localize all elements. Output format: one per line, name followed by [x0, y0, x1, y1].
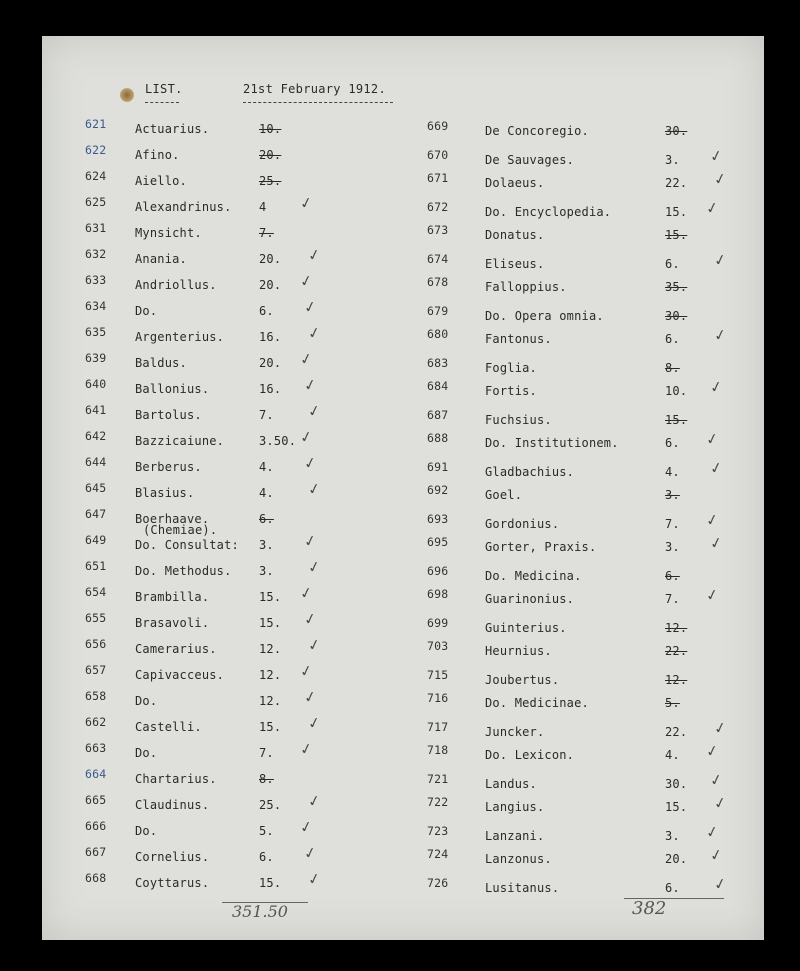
item-name: Lusitanus. [485, 881, 560, 895]
check-mark-icon: ✓ [298, 816, 315, 838]
item-name: Fuchsius. [485, 413, 552, 427]
item-name: Bartolus. [135, 408, 202, 422]
item-number: 649 [85, 533, 107, 547]
item-price: 7. [259, 226, 274, 240]
item-price: 3. [259, 538, 274, 552]
check-mark-icon: ✓ [302, 296, 319, 318]
item-name: Mynsicht. [135, 226, 202, 240]
check-mark-icon: ✓ [302, 452, 319, 474]
item-number: 674 [427, 252, 449, 266]
check-mark-icon: ✓ [306, 400, 323, 422]
item-number: 695 [427, 535, 449, 549]
item-name: De Sauvages. [485, 153, 575, 167]
check-mark-icon: ✓ [298, 426, 315, 448]
item-name: Gladbachius. [485, 465, 575, 479]
item-name: Actuarius. [135, 122, 210, 136]
item-number: 717 [427, 720, 449, 734]
list-item [42, 740, 764, 768]
item-price: 25. [259, 798, 282, 812]
check-mark-icon: ✓ [708, 844, 725, 866]
item-number: 644 [85, 455, 107, 469]
item-name: Claudinus. [135, 798, 210, 812]
check-mark-icon: ✓ [306, 322, 323, 344]
check-mark-icon: ✓ [302, 374, 319, 396]
check-mark-icon: ✓ [298, 582, 315, 604]
item-name: Falloppius. [485, 280, 567, 294]
item-price: 8. [665, 361, 680, 375]
item-price: 20. [259, 148, 282, 162]
item-number: 673 [427, 223, 449, 237]
item-price: 6. [665, 332, 680, 346]
item-number: 634 [85, 299, 107, 313]
item-price: 3. [665, 540, 680, 554]
list-item [42, 532, 764, 560]
item-price: 4. [259, 486, 274, 500]
item-price: 22. [665, 176, 688, 190]
item-number: 699 [427, 616, 449, 630]
item-price: 15. [665, 800, 688, 814]
check-mark-icon: ✓ [708, 145, 725, 167]
item-name: Joubertus. [485, 673, 560, 687]
item-name: Do. Methodus. [135, 564, 232, 578]
item-price: 20. [259, 356, 282, 370]
item-price: 7. [665, 517, 680, 531]
item-number: 691 [427, 460, 449, 474]
item-name: Blasius. [135, 486, 195, 500]
check-mark-icon: ✓ [298, 660, 315, 682]
item-price: 6. [665, 569, 680, 583]
item-number: 651 [85, 559, 107, 573]
item-price: 25. [259, 174, 282, 188]
item-number: 647 [85, 507, 107, 521]
item-number: 684 [427, 379, 449, 393]
item-number: 625 [85, 195, 107, 209]
list-item [42, 483, 764, 508]
item-number: 683 [427, 356, 449, 370]
item-number: 715 [427, 668, 449, 682]
item-number: 640 [85, 377, 107, 391]
item-name: Capivacceus. [135, 668, 225, 682]
item-price: 10. [665, 384, 688, 398]
item-name: Do. Institutionem. [485, 436, 619, 450]
item-price: 16. [259, 382, 282, 396]
list-item [42, 168, 764, 196]
item-name: Afino. [135, 148, 180, 162]
right-total: 382 [632, 898, 667, 919]
item-name: Do. [135, 304, 158, 318]
item-price: 12. [259, 694, 282, 708]
check-mark-icon: ✓ [704, 821, 721, 843]
list-item [42, 691, 764, 716]
item-number: 658 [85, 689, 107, 703]
item-number: 698 [427, 587, 449, 601]
item-price: 6. [259, 304, 274, 318]
item-price: 3. [665, 829, 680, 843]
item-number: 622 [85, 143, 107, 157]
item-price: 20. [259, 278, 282, 292]
check-mark-icon: ✓ [302, 530, 319, 552]
list-heading: LIST. [145, 82, 183, 96]
list-item [42, 584, 764, 612]
item-price: 6. [259, 512, 274, 526]
item-price: 12. [259, 668, 282, 682]
document-page [42, 36, 764, 940]
item-number: 624 [85, 169, 107, 183]
item-price: 4. [665, 748, 680, 762]
item-number: 723 [427, 824, 449, 838]
item-price: 15. [259, 616, 282, 630]
list-item [42, 119, 764, 144]
item-name: Castelli. [135, 720, 202, 734]
item-number: 639 [85, 351, 107, 365]
check-mark-icon: ✓ [298, 270, 315, 292]
item-price: 15. [259, 720, 282, 734]
item-name: Brambilla. [135, 590, 210, 604]
check-mark-icon: ✓ [302, 842, 319, 864]
check-mark-icon: ✓ [298, 738, 315, 760]
item-name: Juncker. [485, 725, 545, 739]
item-price: 15. [259, 876, 282, 890]
item-name: Dolaeus. [485, 176, 545, 190]
item-price: 8. [259, 772, 274, 786]
item-number: 724 [427, 847, 449, 861]
item-number: 669 [427, 119, 449, 133]
item-name: Gordonius. [485, 517, 560, 531]
item-price: 6. [665, 436, 680, 450]
item-name: Coyttarus. [135, 876, 210, 890]
check-mark-icon: ✓ [704, 740, 721, 762]
list-item [42, 376, 764, 404]
item-price: 5. [259, 824, 274, 838]
check-mark-icon: ✓ [712, 792, 729, 814]
item-number: 665 [85, 793, 107, 807]
item-name: Brasavoli. [135, 616, 210, 630]
item-name: Argenterius. [135, 330, 225, 344]
list-date: 21st February 1912. [243, 82, 386, 96]
item-name: Landus. [485, 777, 537, 791]
item-price: 3. [665, 488, 680, 502]
item-name: Do. Encyclopedia. [485, 205, 612, 219]
item-number: 668 [85, 871, 107, 885]
item-name: Eliseus. [485, 257, 545, 271]
item-number: 645 [85, 481, 107, 495]
check-mark-icon: ✓ [298, 348, 315, 370]
item-price: 3. [665, 153, 680, 167]
item-name: Do. Lexicon. [485, 748, 575, 762]
list-item [42, 324, 764, 352]
item-number: 726 [427, 876, 449, 890]
item-number: 662 [85, 715, 107, 729]
check-mark-icon: ✓ [306, 790, 323, 812]
item-price: 3.50. [259, 434, 297, 448]
list-item [42, 428, 764, 456]
item-number: 667 [85, 845, 107, 859]
item-name: Fantonus. [485, 332, 552, 346]
item-number: 687 [427, 408, 449, 422]
check-mark-icon: ✓ [306, 634, 323, 656]
item-name: Anania. [135, 252, 187, 266]
item-price: 12. [665, 673, 688, 687]
item-name: Gorter, Praxis. [485, 540, 597, 554]
check-mark-icon: ✓ [306, 478, 323, 500]
item-name: Chartarius. [135, 772, 217, 786]
item-name: Do. Consultat: [135, 538, 239, 552]
item-number: 631 [85, 221, 107, 235]
item-name: Langius. [485, 800, 545, 814]
item-name: Do. [135, 746, 158, 760]
item-name: Lanzani. [485, 829, 545, 843]
check-mark-icon: ✓ [306, 244, 323, 266]
check-mark-icon: ✓ [298, 192, 315, 214]
item-price: 3. [259, 564, 274, 578]
item-number: 718 [427, 743, 449, 757]
item-number: 679 [427, 304, 449, 318]
item-name: Do. [135, 824, 158, 838]
item-name: Donatus. [485, 228, 545, 242]
item-name: Foglia. [485, 361, 537, 375]
item-number: 671 [427, 171, 449, 185]
item-name: De Concoregio. [485, 124, 589, 138]
item-number: 641 [85, 403, 107, 417]
item-price: 7. [259, 746, 274, 760]
check-mark-icon: ✓ [712, 168, 729, 190]
check-mark-icon: ✓ [712, 873, 729, 895]
item-price: 4 [259, 200, 267, 214]
item-name: Guinterius. [485, 621, 567, 635]
check-mark-icon: ✓ [708, 457, 725, 479]
item-number: 716 [427, 691, 449, 705]
item-price: 30. [665, 124, 688, 138]
check-mark-icon: ✓ [302, 608, 319, 630]
item-number: 656 [85, 637, 107, 651]
item-name: Do. [135, 694, 158, 708]
item-name: Do. Medicina. [485, 569, 582, 583]
item-number: 663 [85, 741, 107, 755]
check-mark-icon: ✓ [712, 717, 729, 739]
item-name: Alexandrinus. [135, 200, 232, 214]
item-price: 35. [665, 280, 688, 294]
check-mark-icon: ✓ [712, 324, 729, 346]
date-underline [243, 102, 393, 103]
item-name: Baldus. [135, 356, 187, 370]
item-name-continuation: (Chemiae). [143, 523, 218, 537]
left-total: 351.50 [232, 902, 288, 921]
item-name: Guarinonius. [485, 592, 575, 606]
check-mark-icon: ✓ [708, 769, 725, 791]
item-price: 12. [259, 642, 282, 656]
check-mark-icon: ✓ [306, 868, 323, 890]
list-heading-underline [145, 102, 179, 103]
item-number: 642 [85, 429, 107, 443]
check-mark-icon: ✓ [302, 686, 319, 708]
item-price: 30. [665, 777, 688, 791]
item-number: 722 [427, 795, 449, 809]
item-name: Fortis. [485, 384, 537, 398]
item-number: 654 [85, 585, 107, 599]
item-name: Goel. [485, 488, 523, 502]
item-number: 666 [85, 819, 107, 833]
check-mark-icon: ✓ [306, 556, 323, 578]
item-number: 632 [85, 247, 107, 261]
item-number: 672 [427, 200, 449, 214]
item-number: 655 [85, 611, 107, 625]
check-mark-icon: ✓ [704, 509, 721, 531]
item-number: 670 [427, 148, 449, 162]
item-price: 4. [259, 460, 274, 474]
check-mark-icon: ✓ [704, 428, 721, 450]
item-name: Heurnius. [485, 644, 552, 658]
item-number: 696 [427, 564, 449, 578]
list-item [42, 792, 764, 820]
item-number: 703 [427, 639, 449, 653]
item-price: 10. [259, 122, 282, 136]
item-name: Andriollus. [135, 278, 217, 292]
check-mark-icon: ✓ [712, 249, 729, 271]
item-name: Lanzonus. [485, 852, 552, 866]
list-item [42, 844, 764, 872]
item-number: 693 [427, 512, 449, 526]
item-name: Boerhaave. [135, 512, 210, 526]
item-number: 635 [85, 325, 107, 339]
item-name: Ballonius. [135, 382, 210, 396]
check-mark-icon: ✓ [708, 532, 725, 554]
item-price: 7. [259, 408, 274, 422]
check-mark-icon: ✓ [708, 376, 725, 398]
check-mark-icon: ✓ [704, 584, 721, 606]
item-price: 12. [665, 621, 688, 635]
item-name: Berberus. [135, 460, 202, 474]
item-price: 15. [665, 413, 688, 427]
item-price: 20. [665, 852, 688, 866]
item-price: 7. [665, 592, 680, 606]
item-price: 22. [665, 725, 688, 739]
item-name: Bazzicaiune. [135, 434, 225, 448]
item-number: 621 [85, 117, 107, 131]
item-price: 20. [259, 252, 282, 266]
item-price: 4. [665, 465, 680, 479]
item-number: 692 [427, 483, 449, 497]
item-price: 30. [665, 309, 688, 323]
check-mark-icon: ✓ [704, 197, 721, 219]
item-name: Camerarius. [135, 642, 217, 656]
item-price: 15. [259, 590, 282, 604]
item-number: 688 [427, 431, 449, 445]
item-number: 664 [85, 767, 107, 781]
item-number: 680 [427, 327, 449, 341]
item-number: 678 [427, 275, 449, 289]
list-item [42, 275, 764, 300]
item-name: Cornelius. [135, 850, 210, 864]
item-price: 5. [665, 696, 680, 710]
item-name: Aiello. [135, 174, 187, 188]
item-name: Do. Opera omnia. [485, 309, 604, 323]
check-mark-icon: ✓ [306, 712, 323, 734]
paper-stain [120, 88, 134, 102]
item-number: 657 [85, 663, 107, 677]
item-price: 15. [665, 205, 688, 219]
item-price: 16. [259, 330, 282, 344]
item-price: 6. [259, 850, 274, 864]
item-price: 15. [665, 228, 688, 242]
item-price: 6. [665, 881, 680, 895]
list-item [42, 223, 764, 248]
list-item [42, 639, 764, 664]
item-price: 22. [665, 644, 688, 658]
item-name: Do. Medicinae. [485, 696, 589, 710]
item-price: 6. [665, 257, 680, 271]
item-number: 721 [427, 772, 449, 786]
item-number: 633 [85, 273, 107, 287]
